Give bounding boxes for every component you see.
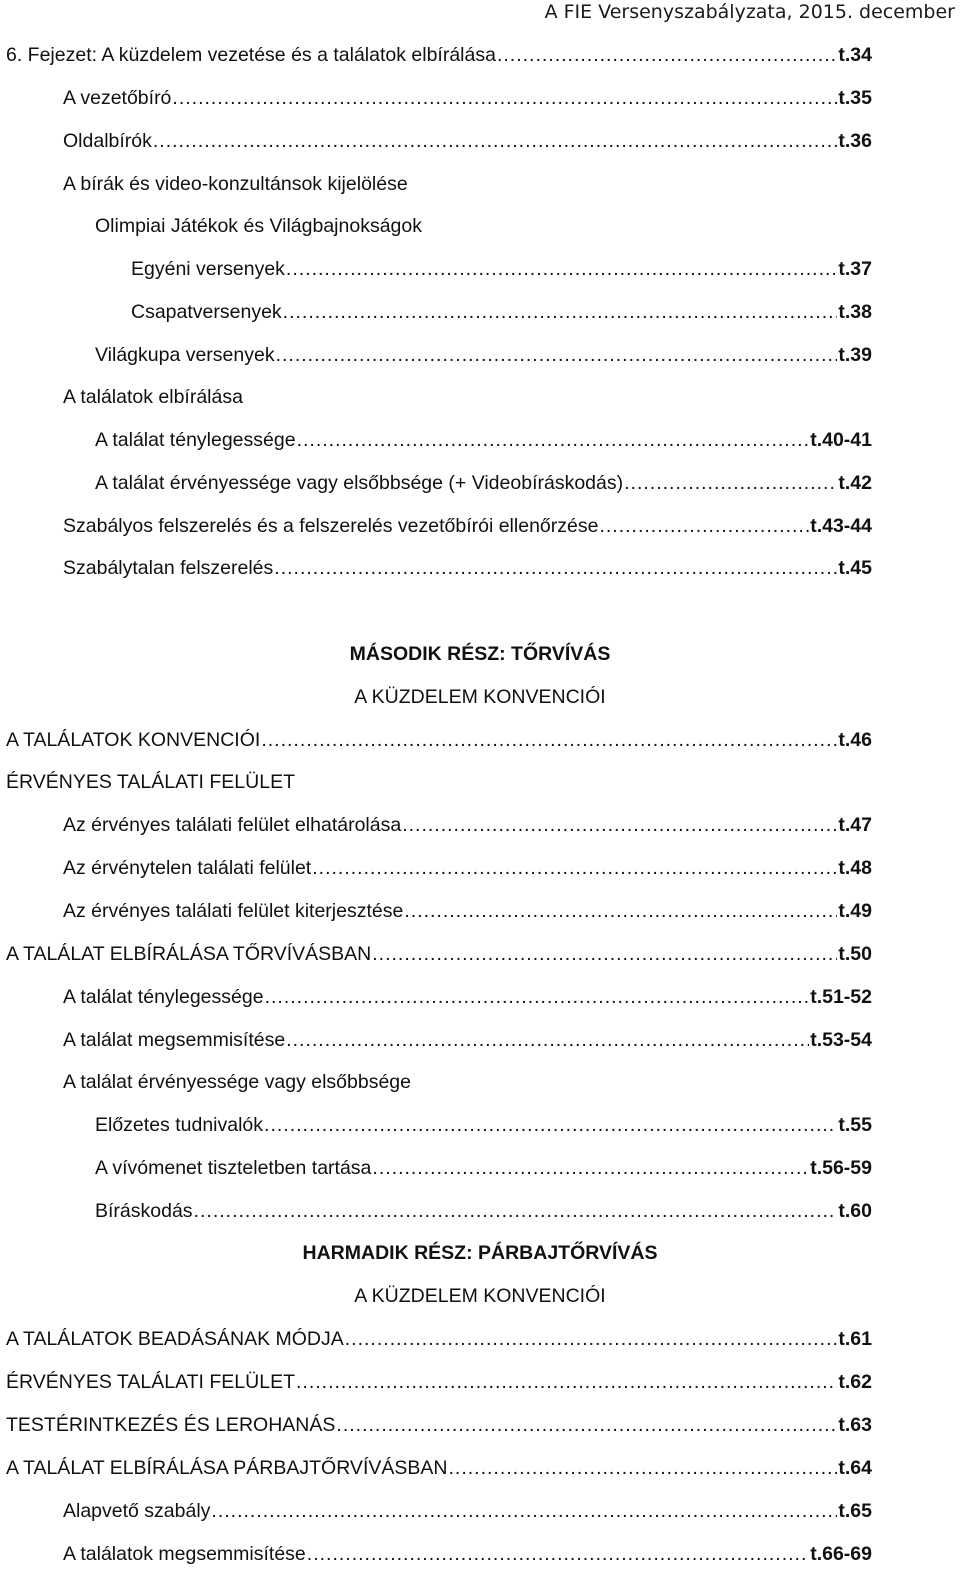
toc-entry[interactable] xyxy=(6,939,872,969)
dot-leader xyxy=(264,1110,837,1140)
toc-entry[interactable] xyxy=(95,425,872,455)
toc-row xyxy=(0,211,960,241)
toc-page-number: t.36 xyxy=(838,130,872,152)
part-subtitle: A KÜZDELEM KONVENCIÓI xyxy=(354,686,606,708)
dot-leader xyxy=(297,425,810,455)
toc-row xyxy=(0,83,960,113)
dot-leader xyxy=(276,340,838,370)
toc-label: A TALÁLATOK BEADÁSÁNAK MÓDJA xyxy=(6,1328,344,1350)
toc-label: Egyéni versenyek xyxy=(131,258,285,280)
toc-page-number: t.60 xyxy=(838,1200,872,1222)
toc-page-number: t.40-41 xyxy=(810,429,872,451)
toc-row xyxy=(0,1238,960,1268)
dot-leader xyxy=(624,468,837,498)
toc-page-number: t.66-69 xyxy=(810,1543,872,1565)
toc-page-number: t.42 xyxy=(838,472,872,494)
toc-row xyxy=(0,939,960,969)
toc-entry[interactable] xyxy=(63,1539,872,1569)
toc-row xyxy=(0,1539,960,1569)
dot-leader xyxy=(283,297,838,327)
toc-section-heading: ÉRVÉNYES TALÁLATI FELÜLET xyxy=(6,771,295,793)
toc-row xyxy=(0,1025,960,1055)
dot-leader xyxy=(274,553,837,583)
toc-entry[interactable] xyxy=(6,1453,872,1483)
toc-row xyxy=(0,1153,960,1183)
toc-entry[interactable] xyxy=(63,1025,872,1055)
toc-row xyxy=(0,682,960,712)
toc-section-heading: Olimpiai Játékok és Világbajnokságok xyxy=(95,215,422,237)
dot-leader xyxy=(345,1324,838,1354)
toc-entry[interactable] xyxy=(63,853,872,883)
toc-entry[interactable] xyxy=(6,1324,872,1354)
toc-page-number: t.43-44 xyxy=(810,515,872,537)
toc-label: A TALÁLAT ELBÍRÁLÁSA PÁRBAJTŐRVÍVÁSBAN xyxy=(6,1457,448,1479)
toc-entry[interactable] xyxy=(63,982,872,1012)
toc-row xyxy=(0,1367,960,1397)
toc-label: A találatok megsemmisítése xyxy=(63,1543,306,1565)
toc-page-number: t.51-52 xyxy=(810,986,872,1008)
toc-row xyxy=(0,1067,960,1097)
toc-row xyxy=(0,982,960,1012)
toc-row xyxy=(0,468,960,498)
dot-leader xyxy=(497,40,837,70)
toc-row xyxy=(0,1496,960,1526)
toc-label: Az érvényes találati felület elhatárolása xyxy=(63,814,402,836)
toc-page-number: t.50 xyxy=(838,943,872,965)
toc-row xyxy=(0,169,960,199)
toc-label: Alapvető szabály xyxy=(63,1500,211,1522)
dot-leader xyxy=(448,1453,837,1483)
toc-label: 6. Fejezet: A küzdelem vezetése és a találatok elbírálása xyxy=(6,44,496,66)
toc-row xyxy=(0,126,960,156)
toc-page-number: t.63 xyxy=(838,1414,872,1436)
toc-entry[interactable] xyxy=(63,126,872,156)
toc-entry[interactable] xyxy=(95,340,872,370)
toc-entry[interactable] xyxy=(131,297,872,327)
dot-leader xyxy=(296,1367,837,1397)
dot-leader xyxy=(286,254,837,284)
toc-entry[interactable] xyxy=(63,83,872,113)
toc-page-number: t.49 xyxy=(838,900,872,922)
toc-row xyxy=(0,1196,960,1226)
toc-entry[interactable] xyxy=(63,810,872,840)
toc-page-number: t.45 xyxy=(838,557,872,579)
document-header: A FIE Versenyszabályzata, 2015. december xyxy=(544,1,955,23)
dot-leader xyxy=(372,939,837,969)
toc-label: A vívómenet tiszteletben tartása xyxy=(95,1157,372,1179)
toc-entry[interactable] xyxy=(95,1196,872,1226)
toc-row xyxy=(0,511,960,541)
toc-label: A találat megsemmisítése xyxy=(63,1029,286,1051)
toc-row xyxy=(0,297,960,327)
toc-entry[interactable] xyxy=(6,1410,872,1440)
toc-label: A vezetőbíró xyxy=(63,87,172,109)
toc-row xyxy=(0,853,960,883)
toc-row xyxy=(0,382,960,412)
dot-leader xyxy=(307,1539,809,1569)
toc-page-number: t.47 xyxy=(838,814,872,836)
toc-page-number: t.37 xyxy=(838,258,872,280)
dot-leader xyxy=(372,1153,809,1183)
toc-entry-chapter6[interactable] xyxy=(6,40,872,70)
dot-leader xyxy=(312,853,837,883)
toc-row xyxy=(0,1110,960,1140)
toc-page-number: t.56-59 xyxy=(810,1157,872,1179)
toc-page-number: t.39 xyxy=(838,344,872,366)
toc-page-number: t.48 xyxy=(838,857,872,879)
dot-leader xyxy=(194,1196,838,1226)
toc-label: Bíráskodás xyxy=(95,1200,193,1222)
toc-section-heading: A bírák és video-konzultánsok kijelölése xyxy=(63,173,408,195)
part-title: HARMADIK RÉSZ: PÁRBAJTŐRVÍVÁS xyxy=(302,1242,658,1264)
toc-page-number: t.35 xyxy=(838,87,872,109)
toc-entry[interactable] xyxy=(63,553,872,583)
toc-section-heading: A találat érvényessége vagy elsőbbsége xyxy=(63,1071,411,1093)
toc-label: Szabályos felszerelés és a felszerelés vezetőbírói ellenőrzése xyxy=(63,515,599,537)
toc-label: Előzetes tudnivalók xyxy=(95,1114,264,1136)
toc-row xyxy=(0,425,960,455)
dot-leader xyxy=(336,1410,837,1440)
toc-row xyxy=(0,553,960,583)
toc-entry[interactable] xyxy=(6,1367,872,1397)
toc-entry[interactable] xyxy=(6,725,872,755)
toc-entry[interactable] xyxy=(63,896,872,926)
toc-entry[interactable] xyxy=(95,1110,872,1140)
toc-entry[interactable] xyxy=(63,511,872,541)
toc-label: A találat ténylegessége xyxy=(95,429,296,451)
part-subtitle: A KÜZDELEM KONVENCIÓI xyxy=(354,1285,606,1307)
toc-row xyxy=(0,896,960,926)
dot-leader xyxy=(153,126,838,156)
toc-label: Szabálytalan felszerelés xyxy=(63,557,274,579)
dot-leader xyxy=(261,725,837,755)
toc-label: Világkupa versenyek xyxy=(95,344,275,366)
toc-page-number: t.55 xyxy=(838,1114,872,1136)
toc-label: Csapatversenyek xyxy=(131,301,282,323)
toc-row xyxy=(0,340,960,370)
toc-page-number: t.53-54 xyxy=(810,1029,872,1051)
toc-label: TESTÉRINTKEZÉS ÉS LEROHANÁS xyxy=(6,1414,336,1436)
toc-entry[interactable] xyxy=(131,254,872,284)
toc-section-heading: A találatok elbírálása xyxy=(63,386,243,408)
dot-leader xyxy=(286,1025,809,1055)
toc-row xyxy=(0,40,960,70)
toc-label: A TALÁLATOK KONVENCIÓI xyxy=(6,729,261,751)
toc-row xyxy=(0,639,960,669)
toc-row xyxy=(0,1281,960,1311)
toc-entry[interactable] xyxy=(95,468,872,498)
toc-label: Az érvényes találati felület kiterjesztése xyxy=(63,900,404,922)
toc-page-number: t.65 xyxy=(838,1500,872,1522)
dot-leader xyxy=(172,83,837,113)
toc-entry[interactable] xyxy=(95,1153,872,1183)
toc-page-number: t.61 xyxy=(838,1328,872,1350)
toc-label: Oldalbírók xyxy=(63,130,152,152)
toc-row xyxy=(0,254,960,284)
toc-row xyxy=(0,767,960,797)
dot-leader xyxy=(265,982,810,1012)
toc-label: A TALÁLAT ELBÍRÁLÁSA TŐRVÍVÁSBAN xyxy=(6,943,372,965)
toc-page-number: t.38 xyxy=(838,301,872,323)
dot-leader xyxy=(211,1496,837,1526)
toc-entry[interactable] xyxy=(63,1496,872,1526)
dot-leader xyxy=(402,810,837,840)
toc-page-number: t.34 xyxy=(838,44,872,66)
toc-label: A találat érvényessége vagy elsőbbsége (+ Videobíráskodás) xyxy=(95,472,624,494)
toc-row xyxy=(0,1410,960,1440)
toc-page-number: t.64 xyxy=(838,1457,872,1479)
toc-label: ÉRVÉNYES TALÁLATI FELÜLET xyxy=(6,1371,295,1393)
dot-leader xyxy=(404,896,837,926)
toc-page-number: t.62 xyxy=(838,1371,872,1393)
part-title: MÁSODIK RÉSZ: TŐRVÍVÁS xyxy=(349,643,611,665)
toc-row xyxy=(0,1453,960,1483)
toc-label: A találat ténylegessége xyxy=(63,986,264,1008)
toc-row xyxy=(0,810,960,840)
toc-page-number: t.46 xyxy=(838,729,872,751)
toc-label: Az érvénytelen találati felület xyxy=(63,857,312,879)
dot-leader xyxy=(599,511,809,541)
toc-row xyxy=(0,1324,960,1354)
toc-row xyxy=(0,725,960,755)
